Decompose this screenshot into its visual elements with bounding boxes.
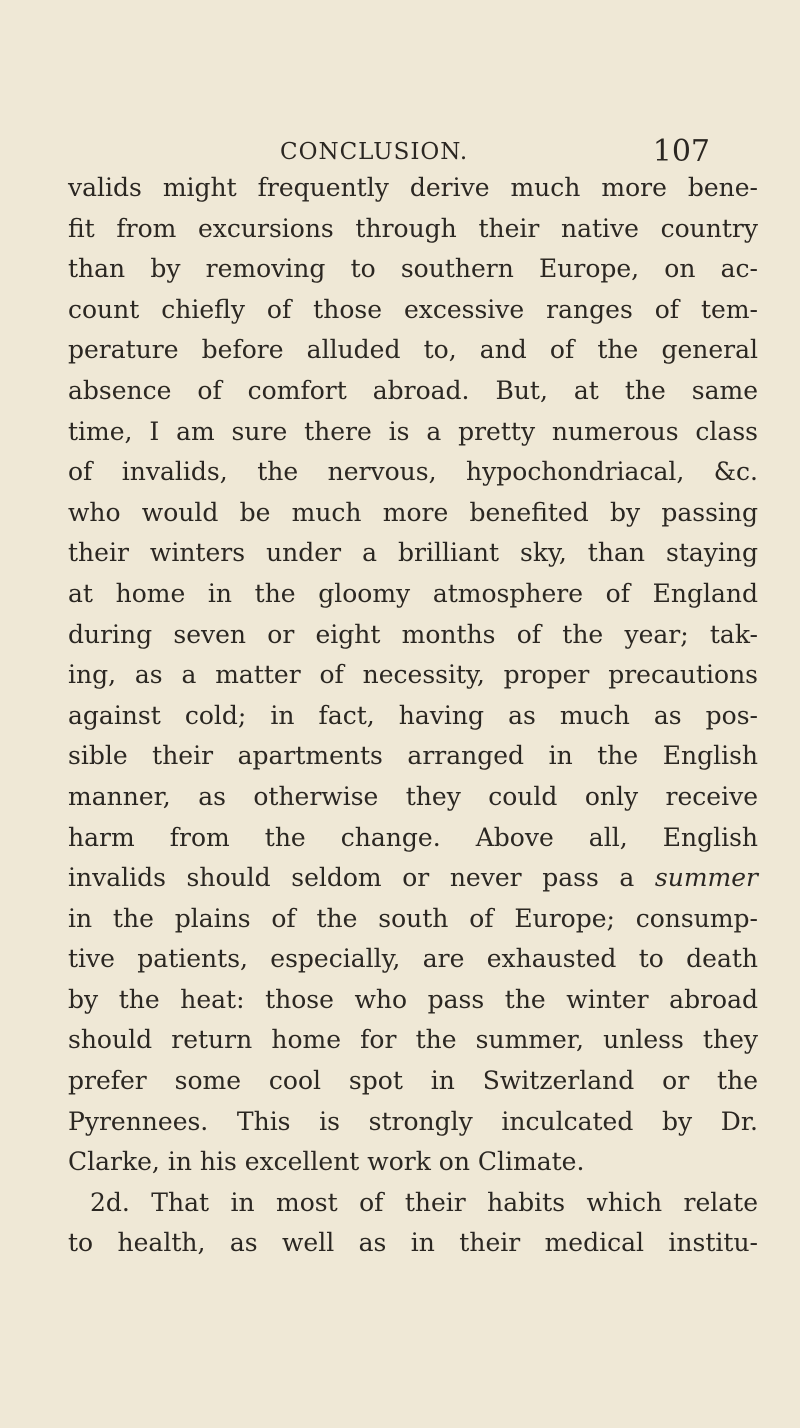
italic-word: summer bbox=[654, 863, 758, 893]
text-line: their winters under a brilliant sky, than staying bbox=[68, 538, 758, 568]
text-line: tive patients, especially, are exhausted to death bbox=[68, 944, 758, 974]
text-line: who would be much more benefited by passing bbox=[68, 497, 758, 527]
text-line: valids might frequently derive much more bene- bbox=[68, 173, 758, 202]
paragraph-end-line: Clarke, in his excellent work on Climate. bbox=[68, 1147, 585, 1177]
text-line: ing, as a matter of necessity, proper precautions bbox=[68, 660, 758, 690]
running-title: CONCLUSION. bbox=[280, 139, 469, 165]
text-line: count chiefly of those excessive ranges of tem- bbox=[68, 294, 758, 324]
text-segment: invalids should seldom or never pass a bbox=[68, 863, 635, 893]
text-line: Pyrennees. This is strongly inculcated by Dr. bbox=[68, 1106, 758, 1136]
text-line: sible their apartments arranged in the English bbox=[68, 741, 758, 771]
text-line: manner, as otherwise they could only receive bbox=[68, 781, 758, 811]
text-line: against cold; in fact, having as much as pos- bbox=[68, 700, 758, 730]
text-line: perature before alluded to, and of the general bbox=[68, 335, 758, 365]
text-line: harm from the change. Above all, English bbox=[68, 822, 758, 852]
text-line: fit from excursions through their native country bbox=[68, 213, 758, 243]
text-line: than by removing to southern Europe, on ac- bbox=[68, 254, 758, 284]
text-line: at home in the gloomy atmosphere of England bbox=[68, 578, 758, 608]
text-line: in the plains of the south of Europe; consump- bbox=[68, 903, 758, 933]
page-number: 107 bbox=[652, 134, 710, 169]
text-line: should return home for the summer, unless they bbox=[68, 1025, 758, 1055]
paragraph-start-line: 2d. That in most of their habits which relate bbox=[90, 1187, 758, 1217]
text-line: during seven or eight months of the year; tak- bbox=[68, 619, 758, 649]
text-line-with-italic bbox=[68, 858, 758, 899]
body-text bbox=[68, 168, 758, 1264]
text-line: absence of comfort abroad. But, at the same bbox=[68, 375, 758, 405]
text-line: by the heat: those who pass the winter abroad bbox=[68, 984, 758, 1014]
text-line: time, I am sure there is a pretty numerous class bbox=[68, 416, 758, 446]
text-line: of invalids, the nervous, hypochondriacal, &c. bbox=[68, 457, 758, 487]
text-line: prefer some cool spot in Switzerland or the bbox=[68, 1066, 758, 1096]
text-line: to health, as well as in their medical institu- bbox=[68, 1228, 758, 1258]
